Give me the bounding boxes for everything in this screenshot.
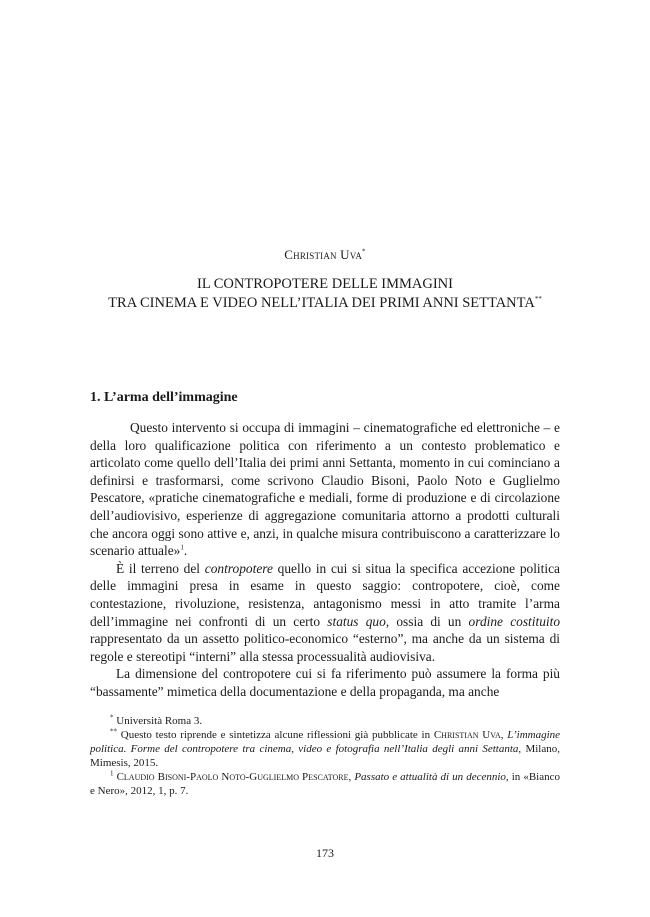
footnote-1-mark: * <box>110 713 114 722</box>
p2-emphasis-contropotere: contropotere <box>204 560 273 576</box>
body-text <box>90 419 560 701</box>
footnote-2-author: Christian Uva <box>433 729 501 741</box>
article-title <box>60 275 590 313</box>
footnote-2-title: L’immagine politica. Forme del contropotere tra cinema, video e fotografia nell’Italia degli anni Settanta <box>90 729 561 755</box>
title-line-2 <box>60 294 590 313</box>
footnote-ref-1: 1 <box>180 543 184 552</box>
title-footnote-mark: ** <box>534 295 542 304</box>
paragraph-1-end: . <box>183 543 188 559</box>
footnote-3-sep: , <box>348 771 355 783</box>
p2-text-d: rappresentato da un assetto politico-economico “esterno”, ma anche da un sistema di regole e stereotipi “interni” alla stessa processualità audiovisiva. <box>90 631 560 664</box>
p2-text-a: È il terreno del <box>116 560 205 576</box>
footnote-3 <box>90 770 560 798</box>
footnote-2 <box>90 728 560 770</box>
page-number: 173 <box>316 846 334 860</box>
footnote-3-text-b: , in «Bianco e Nero», 2012, 1, p. 7. <box>90 771 561 797</box>
footnote-3-mark: 1 <box>110 769 114 778</box>
paragraph-1 <box>90 419 560 560</box>
footnote-1-text: Università Roma 3. <box>116 715 203 727</box>
p2-emphasis-ordine: ordine costituito <box>468 613 561 629</box>
title-line-1: IL CONTROPOTERE DELLE IMMAGINI <box>196 276 453 292</box>
paragraph-1-text: Questo intervento si occupa di immagini – cinematografiche ed elettroniche – e della loro qualificazione politica con riferimento a un contesto problematico e articolato come quello dell’Italia dei primi anni Settanta, momento in cui cominciano a definirsi e trasformarsi, come scrivono Claudio Bisoni, Paolo Noto e Guglielmo Pescatore, «pratiche cinematografiche e mediali, forme di produzione e di circolazione dell’audiovisivo, esperienze di aggregazione comunitaria attorno a prodotti culturali che ancora oggi sono attive e, anzi, in qualche misura contribuiscono a caratterizzare lo scenario attuale» <box>90 420 560 559</box>
p2-emphasis-status-quo: status quo <box>327 613 386 629</box>
footnote-2-text-a: Questo testo riprende e sintetizza alcune riflessioni già pubblicate in <box>120 729 434 741</box>
author-line <box>0 247 650 263</box>
footnotes <box>90 714 560 798</box>
footnote-1 <box>90 714 560 728</box>
author-footnote-mark: * <box>362 247 366 256</box>
p2-text-b: quello in cui si situa la specifica accezione politica delle immagini presa in esame in questo saggio: contropotere, cioè, come contestazione, rivoluzione, resistenza, antagonismo messi in atto tramite l’arma dell’immagine nei confronti di un certo <box>90 560 560 629</box>
section-heading: 1. L’arma dell’immagine <box>90 390 238 405</box>
paragraph-2 <box>90 560 560 666</box>
p2-text-c: , ossia di un <box>385 613 469 629</box>
footnote-2-text-b: , Milano, Mimesis, 2015. <box>90 743 561 769</box>
footnote-3-authors: Claudio Bisoni-Paolo Noto-Guglielmo Pescatore <box>116 771 349 783</box>
footnote-2-sep: , <box>500 729 508 741</box>
footnote-3-title: Passato e attualità di un decennio <box>354 771 506 783</box>
title-line-2-text: TRA CINEMA E VIDEO NELL’ITALIA DEI PRIMI ANNI SETTANTA <box>108 295 535 311</box>
author-name: Christian Uva <box>284 247 363 262</box>
footnote-2-mark: ** <box>110 727 117 736</box>
paragraph-3: La dimensione del contropotere cui si fa riferimento può assumere la forma più “bassamente” mimetica della documentazione e della propaganda, ma anche <box>90 666 560 699</box>
